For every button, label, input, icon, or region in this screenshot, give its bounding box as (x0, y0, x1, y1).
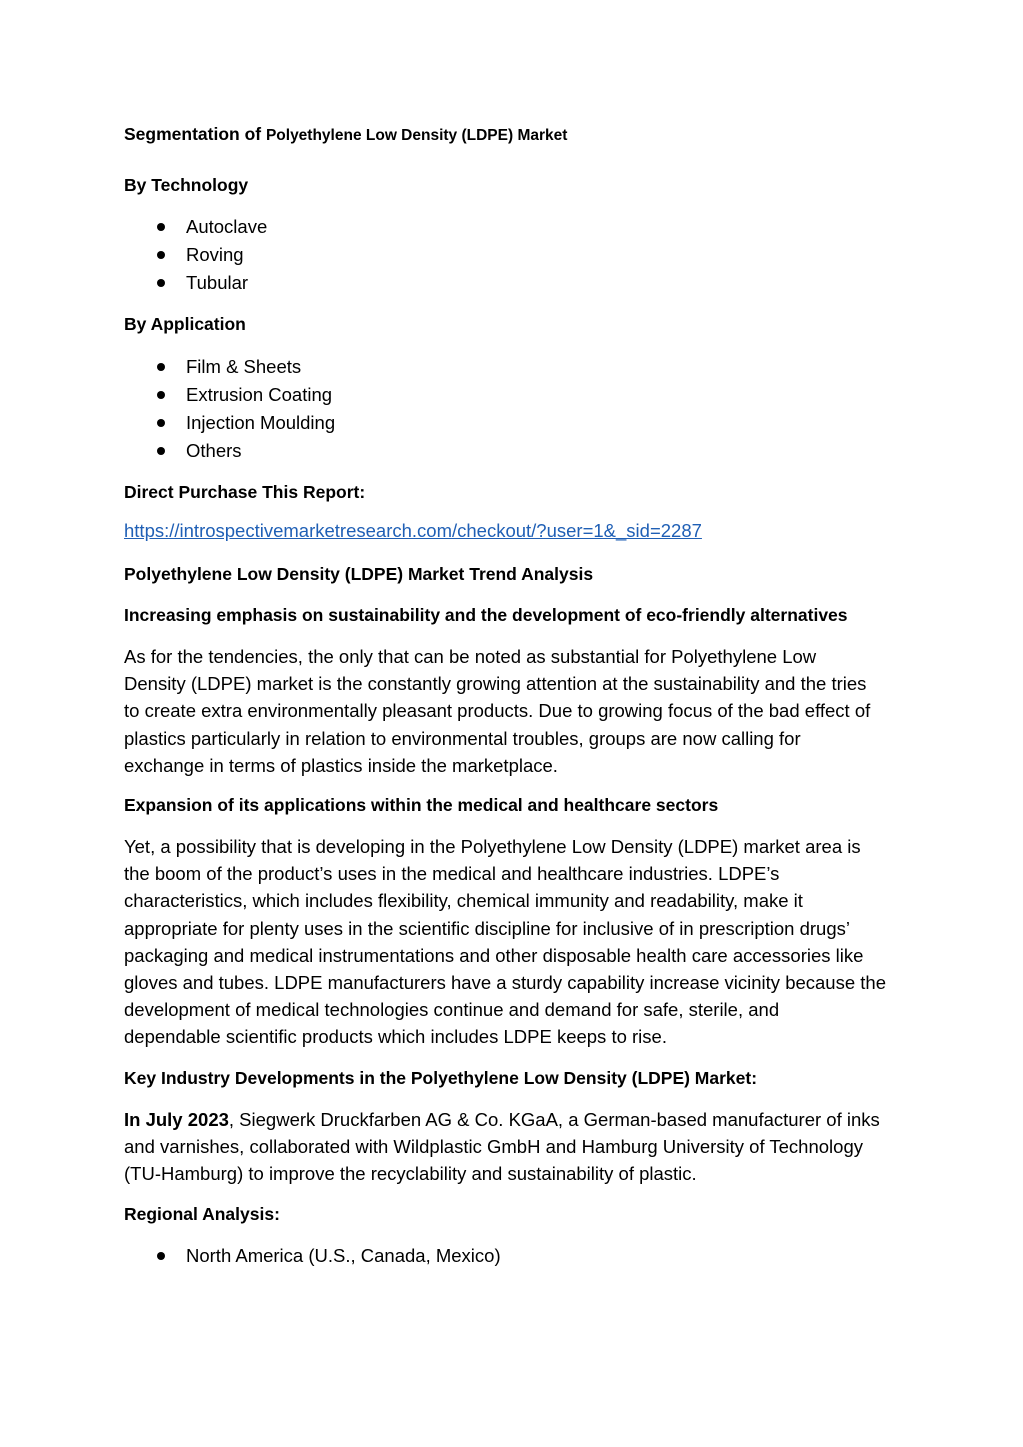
bullet-icon (157, 251, 165, 259)
paragraph-line: packaging and medical instrumentations and other disposable health care accessories like (124, 944, 864, 966)
purchase-heading: Direct Purchase This Report: (124, 482, 366, 502)
bullet-icon (157, 363, 165, 371)
trend-heading: Polyethylene Low Density (LDPE) Market Trend Analysis (124, 564, 594, 584)
bullet-icon (157, 223, 165, 231)
trend-paragraph (124, 643, 914, 779)
bullet-icon (157, 279, 165, 287)
paragraph-line: (TU-Hamburg) to improve the recyclability and sustainability of plastic. (124, 1163, 697, 1185)
paragraph-line: plastics particularly in relation to environmental troubles, groups are now calling for (124, 727, 801, 749)
trend-subheading: Increasing emphasis on sustainability and the development of eco-friendly alternatives (124, 605, 848, 625)
paragraph-line: exchange in terms of plastics inside the marketplace. (124, 754, 558, 776)
bullet-icon (157, 1252, 165, 1260)
paragraph-line: As for the tendencies, the only that can be noted as substantial for Polyethylene Low (124, 646, 817, 667)
paragraph-line: appropriate for plenty uses in the scientific discipline for inclusive of in prescription drugs’ (124, 917, 850, 939)
list-item: Film & Sheets (124, 353, 904, 381)
list-item: Extrusion Coating (124, 381, 904, 409)
bullet-icon (157, 419, 165, 427)
segmentation-title-suffix: Polyethylene Low Density (LDPE) Market (265, 127, 568, 144)
paragraph-line: Density (LDPE) market is the constantly growing attention at the sustainability and the tries (124, 673, 867, 695)
segmentation-title (124, 124, 567, 145)
opportunity-paragraph (124, 833, 914, 1051)
paragraph-line: the boom of the product’s uses in the medical and healthcare industries. LDPE’s (124, 863, 780, 885)
bullet-icon (157, 447, 165, 455)
list-item: Others (124, 437, 904, 465)
technology-list (124, 213, 904, 297)
list-item: Injection Moulding (124, 409, 904, 437)
list-item: Tubular (124, 269, 904, 297)
developments-lead: In July 2023 (124, 1109, 229, 1130)
paragraph-line: Yet, a possibility that is developing in the Polyethylene Low Density (LDPE) market area is (124, 836, 861, 857)
list-item: Autoclave (124, 213, 904, 241)
developments-paragraph (124, 1106, 914, 1188)
bullet-icon (157, 391, 165, 399)
regional-heading: Regional Analysis: (124, 1204, 280, 1224)
list-item: North America (U.S., Canada, Mexico) (124, 1242, 904, 1270)
by-application-heading: By Application (124, 314, 246, 334)
regional-list (124, 1242, 904, 1270)
paragraph-line: gloves and tubes. LDPE manufacturers have a sturdy capability increase vicinity because the (124, 972, 886, 994)
paragraph-line: and varnishes, collaborated with Wildplastic GmbH and Hamburg University of Technology (124, 1136, 863, 1158)
segmentation-title-prefix: Segmentation of (124, 124, 266, 144)
application-list (124, 353, 904, 465)
paragraph-line: characteristics, which includes flexibility, chemical immunity and readability, make it (124, 890, 803, 912)
paragraph-line: development of medical technologies continue and demand for safe, sterile, and (124, 999, 780, 1021)
paragraph-line: to create extra environmentally pleasant products. Due to growing focus of the bad effect of (124, 700, 871, 722)
developments-heading: Key Industry Developments in the Polyethylene Low Density (LDPE) Market: (124, 1068, 758, 1088)
by-technology-heading: By Technology (124, 175, 249, 195)
paragraph-line: dependable scientific products which includes LDPE keeps to rise. (124, 1026, 667, 1048)
opportunity-heading: Expansion of its applications within the medical and healthcare sectors (124, 795, 719, 815)
paragraph-line: In July 2023, Siegwerk Druckfarben AG & Co. KGaA, a German-based manufacturer of inks (124, 1109, 880, 1130)
purchase-link[interactable]: https://introspectivemarketresearch.com/checkout/?user=1&_sid=2287 (124, 520, 702, 541)
list-item: Roving (124, 241, 904, 269)
